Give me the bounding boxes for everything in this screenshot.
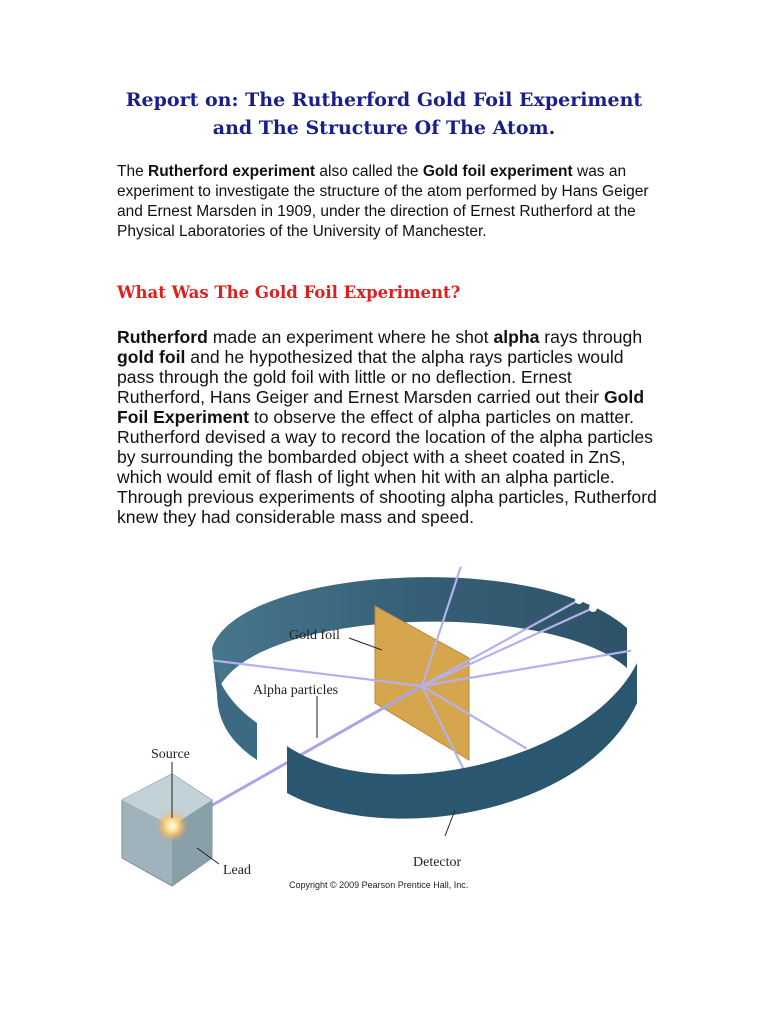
body-text: and he hypothesized that the alpha rays particles would pass through the gold foil with little or no deflection. Ernest Rutherford, Hans Geiger and Ernest Marsden carried out their: [117, 347, 624, 407]
body-paragraph: [117, 327, 657, 527]
title-line-1: Report on: The Rutherford Gold Foil Experiment: [125, 89, 643, 111]
label-source: Source: [151, 747, 190, 762]
copyright-notice: Copyright © 2009 Pearson Prentice Hall, Inc.: [289, 880, 469, 890]
body-bold-term: Rutherford: [117, 327, 208, 347]
body-bold-term: gold foil: [117, 347, 186, 367]
intro-bold-term: Rutherford experiment: [148, 163, 316, 180]
title-line-2: and The Structure Of The Atom.: [212, 117, 556, 139]
body-bold-term: alpha: [493, 327, 540, 347]
label-alpha-particles: Alpha particles: [253, 683, 339, 698]
label-gold-foil: Gold foil: [289, 628, 340, 643]
body-bold-term: Gold Foil Experiment: [117, 387, 645, 427]
intro-text: The: [117, 163, 149, 180]
intro-text: was an experiment to investigate the structure of the atom performed by Hans Geiger and Ernest Marsden in 1909, under the direction of Ernest Rutherford at the Physical Laboratories of the University of Manchester.: [117, 163, 649, 240]
body-text: rays through: [539, 327, 643, 347]
diagram-svg: [117, 528, 652, 893]
intro-text: also called the: [315, 163, 423, 180]
section-heading: What Was The Gold Foil Experiment?: [117, 283, 461, 302]
page-title: [60, 86, 708, 142]
gold-foil-diagram: [117, 528, 652, 893]
label-lead: Lead: [223, 863, 251, 878]
body-text: to observe the effect of alpha particles on matter. Rutherford devised a way to record the location of the alpha particles by surrounding the bombarded object with a sheet coated in ZnS, which would emit of flash of light when hit with an alpha particle. Through previous experiments of shooting alpha particles, Rutherford knew they had considerable mass and speed.: [117, 407, 657, 527]
body-text: made an experiment where he shot: [207, 327, 494, 347]
intro-bold-term: Gold foil experiment: [422, 163, 573, 180]
label-detector: Detector: [413, 855, 462, 870]
intro-paragraph: [117, 162, 657, 242]
